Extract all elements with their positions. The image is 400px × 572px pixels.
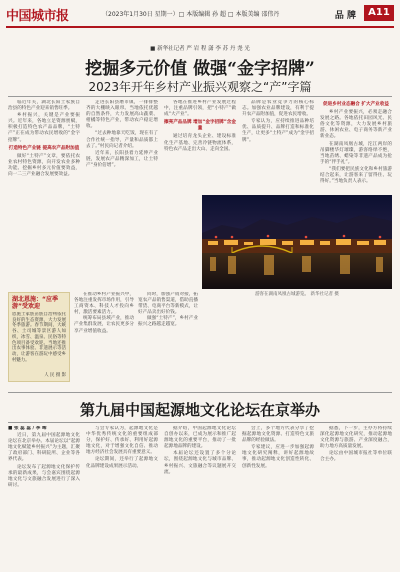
paragraph: 本届论坛还设置了多个分论坛，围绕起源地文化与城市品牌、乡村振兴、文旅融合等议题展开交流。 — [164, 451, 236, 475]
paragraph: “我们要把民族文化和乡村旅游结合起来，让游客来了留得住、玩得好。”当地负责人表示。 — [320, 166, 392, 185]
continuation-column-1 — [74, 292, 134, 385]
divider — [8, 96, 392, 97]
lead-continuation — [74, 292, 198, 385]
lead-column-1 — [8, 100, 80, 290]
comment-body: 恩施土家族苗族自治州依托良好的生态资源，大力发展冬季旅游。春节期间，大峡谷、土司城等景区游人如织，冰雪、温泉、民俗等特色项目备受欢迎。当地还推出农事体验、非遗展示等活动，让游客在游玩中感受乡村魅力。 — [12, 312, 66, 363]
paragraph: 据介绍，中国起源地文化论坛自创办以来，已成为展示和推广起源地文化的重要平台，推动了一批起源地品牌的建设。 — [164, 426, 236, 450]
issue-date-line: （2023年1月30日 星期一）□ 本版编辑 孙 超 □ 本版美编 邵伟丹 — [102, 11, 280, 18]
lead-subhead-1: 打造特色产业链 提高农产品附加值 — [8, 145, 80, 151]
comment-author: 人 民 摄 影 — [44, 373, 66, 378]
paragraph: 品牌是农业竞争力的核心标志。加强农业品牌建设，有利于提升农产品附加值，促进农民增收。 — [242, 100, 314, 118]
paragraph: 近年来，长阳县着力延伸产业链，发展农产品精深加工，让土特产“身价倍增”。 — [86, 150, 158, 168]
sidebar-comment-box — [8, 292, 70, 382]
second-column-2 — [86, 426, 158, 566]
paragraph: 临近年关，湖北长阳土家族自治县的特色产业迎来销售旺季。 — [8, 100, 80, 112]
lead-headline: 挖掘多元价值 做强“金字招牌” — [85, 59, 315, 79]
second-column-5 — [320, 426, 392, 566]
paragraph: 走进长阳县磨市镇，一排排整齐的大棚映入眼帘。当地依托优越的自然条件，大力发展高山蔬菜、柑橘等特色产业，带动农户稳定增收。 — [86, 100, 158, 130]
paragraph: 专家认为，应持续推进品种培优、品质提升、品牌打造和标准化生产，让更多“土特产”成为“金字招牌”。 — [242, 119, 314, 143]
continuation-column-2 — [138, 292, 198, 385]
divider — [8, 422, 392, 423]
paragraph: 乡村振兴，关键是产业要振兴。近年来，各地立足资源禀赋，积极打造特色农产品品牌，“土特产”正在成为带动农民增收的“金字招牌”。 — [8, 113, 80, 143]
comment-title: 湖北恩施：“应季游”受欢迎 — [12, 296, 58, 310]
second-column-1 — [8, 426, 80, 566]
paragraph: 统筹布局县域产业，推动产业集群发展，让农民更多分享产业增值收益。 — [74, 316, 134, 334]
paragraph: “过去种地靠天吃饭，现在有了合作社统一指导，产量和品质都上去了。”村民向记者介绍。 — [86, 131, 158, 149]
divider — [8, 392, 392, 393]
lead-subhead-3: 促进乡村业态融合 扩大产业收益 — [323, 102, 389, 107]
photo-illustration — [202, 195, 392, 289]
paragraph: 近日，第九届中国起源地文化论坛在北京举办。本届论坛以“起源地文化赋能乡村振兴”为主题，汇聚了政府部门、科研院所、企业等各界代表。 — [8, 433, 80, 463]
paragraph: 在湖南凤凰古城，沱江两岸的吊脚楼华灯璀璨，游客络绎不绝，当地苗绣、蜡染等非遗产品成为抢手的“伴手礼”。 — [320, 141, 392, 165]
lead-subhead-2: 擦亮产品品牌 增加“金字招牌”含金量 — [164, 120, 236, 132]
lead-column-2 — [86, 100, 158, 290]
newspaper-logo: 中国城市报 — [6, 9, 69, 24]
second-byline: ■ 张 蕊 蕊 / 李 晞 — [8, 426, 47, 431]
paragraph: 论坛发布了起源地文化保护传承的最新成果，与会嘉宾围绕起源地文化与文旅融合发展进行了深入研讨。 — [8, 464, 80, 488]
section-title: 品 牌 — [334, 11, 356, 21]
paragraph: 与会专家认为，起源地文化是中华优秀传统文化的重要组成部分，保护好、传承好、利用好起源地文化，对于增强文化自信、推动地方经济社会发展具有重要意义。 — [86, 426, 158, 456]
paragraph: 会上，多个地方代表分享了挖掘起源地文化资源、打造特色文旅品牌的经验做法。 — [242, 426, 314, 444]
paragraph: 同时，加强产销对接，拓宽农产品销售渠道，借助直播带货、电商平台等新模式，让好产品卖出好价钱。 — [138, 292, 198, 316]
photo-caption: 游客在湖南凤凰古城游览。 新华社记者 摄 — [255, 292, 339, 297]
second-headline: 第九届中国起源地文化论坛在京举办 — [79, 401, 320, 419]
paragraph: 专家建议，应进一步加强起源地文化研究阐释，讲好起源地故事，推动起源地文化创造性转化、创新性发展。 — [242, 445, 314, 469]
masthead — [6, 5, 394, 25]
page-number: A11 — [364, 5, 394, 21]
paragraph: 通过培育龙头企业、建设标准化生产基地、完善冷链物流体系，特色农产品走出大山、走向全国。 — [164, 134, 236, 152]
second-body — [8, 426, 392, 566]
masthead-rule — [6, 26, 394, 28]
second-column-3 — [164, 426, 236, 566]
paragraph: 各地在推进乡村产业发展过程中，注重品牌引领，把“小特产”做成“大产业”。 — [164, 100, 236, 118]
lead-reporters: ■ 新华社记者 严 岩 程 潇 李 苏 丹 尧 光 — [150, 46, 250, 52]
paragraph: 在推动乡村产业振兴中，各地注重发挥市场作用，引导工商资本、科技人才投向乡村，激活要素活力。 — [74, 292, 134, 316]
paragraph: 做强“土特产”，乡村产业振兴之路越走越宽。 — [138, 316, 198, 328]
paragraph: 做好“土特产”文章，要依托农业农村特色资源，向开发农业多种功能、挖掘乡村多元价值要效益，向一二三产业融合发展要效益。 — [8, 153, 80, 178]
lead-subheadline: 2023年开年乡村产业振兴观察之“产”字篇 — [88, 80, 312, 94]
lead-column-5 — [320, 100, 392, 192]
night-town-photo — [202, 195, 392, 289]
second-column-4 — [242, 426, 314, 566]
lead-column-4 — [242, 100, 314, 192]
paragraph: 据悉，下一步，主办方将持续深化起源地文化研究，推动起源地文化资源与旅游、产业深度融合，助力地方高质量发展。 — [320, 426, 392, 450]
paragraph: 论坛期间，还举行了起源地文化品牌建设成果展示活动。 — [86, 457, 158, 469]
paragraph: 乡村产业要振兴，必须走融合发展之路。各地依托田园风光、民俗文化等资源，大力发展乡村旅游、休闲农业、电子商务等新产业新业态。 — [320, 110, 392, 140]
paragraph: 论坛由中国城市报社等单位联合主办。 — [320, 451, 392, 463]
